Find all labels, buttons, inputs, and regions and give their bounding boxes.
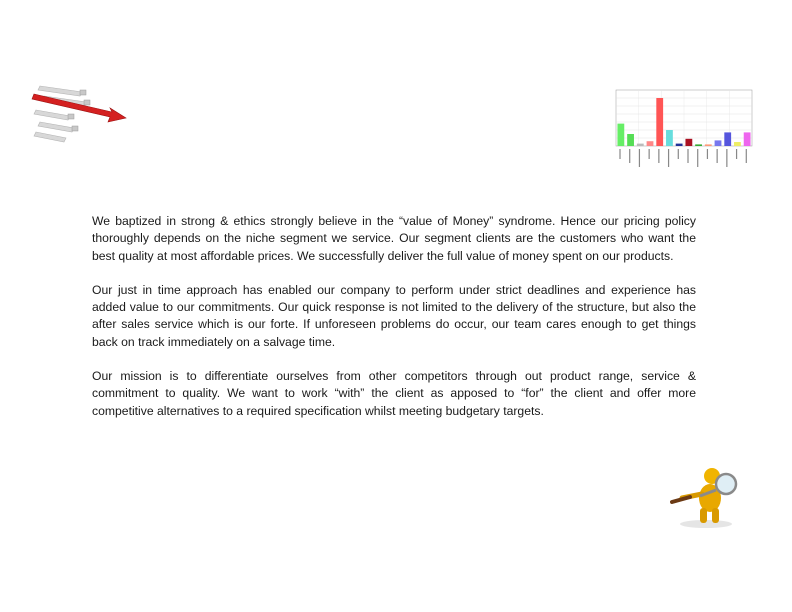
mini-bar-chart [596, 80, 756, 175]
magnifier-worker-illustration [660, 460, 756, 530]
x-tick-label [726, 149, 727, 167]
chart-bar [724, 132, 731, 146]
x-tick-label [746, 149, 747, 163]
paragraph-mission: Our mission is to differentiate ourselves from other competitors through out product range, service & commitment to quality. We want to work “with” the client as apposed to “for” the client and offer more competitive alternatives to a required specification whilst meeting budgetary targets. [92, 369, 696, 418]
body-text [92, 213, 696, 437]
chart-bar [656, 98, 663, 146]
chart-bar [617, 124, 624, 146]
chart-bar [685, 139, 692, 146]
chart-bar [676, 144, 683, 146]
x-tick-label [697, 149, 698, 167]
arrows-illustration [30, 80, 130, 150]
chart-bar [715, 140, 722, 146]
chart-bar [647, 141, 654, 146]
x-tick-label [678, 149, 679, 159]
x-tick-label [668, 149, 669, 167]
chart-bar [637, 144, 644, 146]
paragraph-just-in-time: Our just in time approach has enabled our company to perform under strict deadlines and experience has added value to our commitments. Our quick response is not limited to the delivery of the structure, but also the after sales service which is our forte. If unforeseen problems do occur, our team cares enough to get things back on track immediately on a salvage time. [92, 282, 696, 349]
x-tick-label [736, 149, 737, 159]
x-tick-label [629, 149, 630, 163]
chart-bar [744, 132, 751, 146]
chart-bar [627, 134, 634, 146]
x-tick-label [619, 149, 620, 159]
x-tick-label [717, 149, 718, 163]
x-tick-label [687, 149, 688, 163]
chart-bar [734, 142, 741, 146]
paragraph-pricing: We baptized in strong & ethics strongly believe in the “value of Money” syndrome. Hence our pricing policy thoroughly depends on the niche segment we service. Our segment clients are the customers who want the best quality at most affordable prices. We successfully deliver the full value of money spent on our products. [92, 214, 696, 263]
chart-bar [705, 144, 712, 146]
x-tick-label [639, 149, 640, 167]
chart-bar [666, 130, 673, 146]
x-tick-label [649, 149, 650, 159]
x-tick-label [707, 149, 708, 159]
x-tick-label [658, 149, 659, 163]
chart-bar [695, 144, 702, 146]
